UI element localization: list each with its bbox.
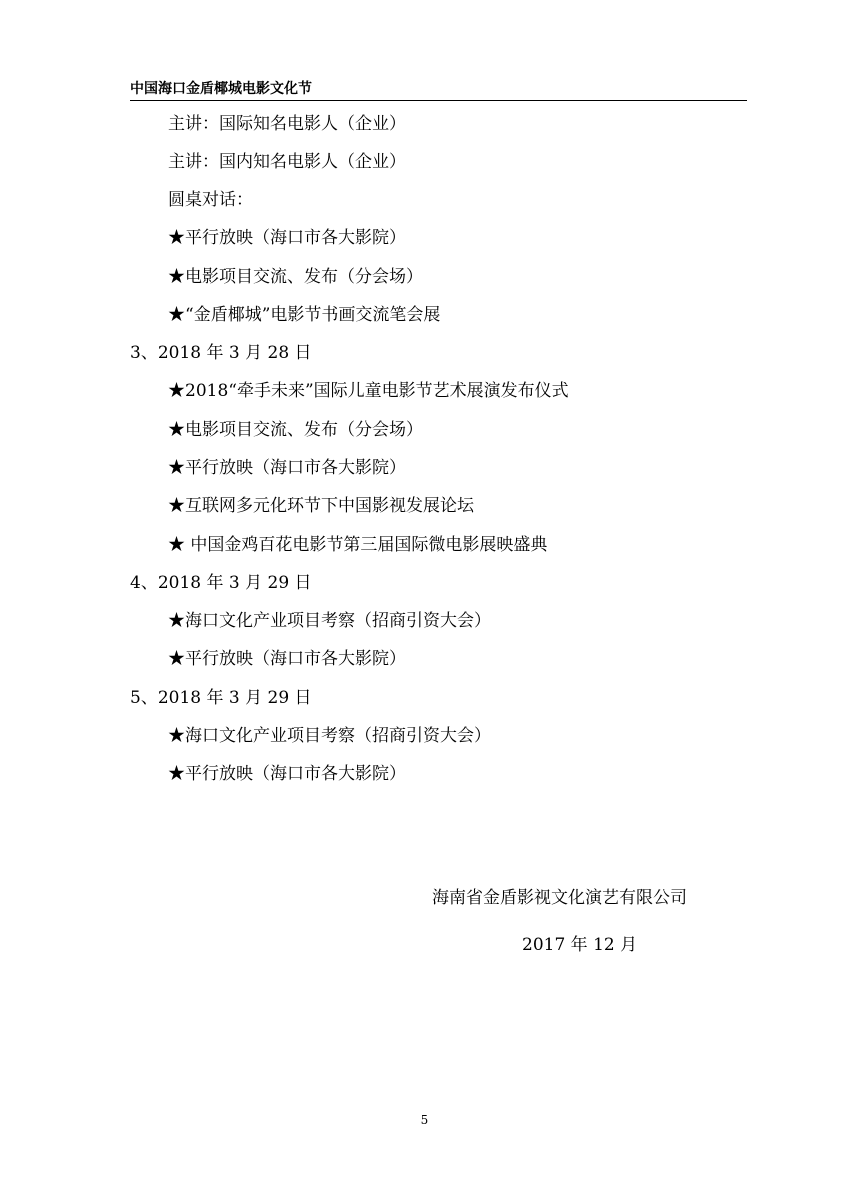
page-number: 5 bbox=[420, 1113, 429, 1127]
list-item: ★平行放映（海口市各大影院） bbox=[168, 228, 406, 248]
list-item: ★电影项目交流、发布（分会场） bbox=[168, 267, 423, 287]
signature-date: 2017 年 12 月 bbox=[522, 935, 638, 955]
section-date: 4、2018 年 3 月 29 日 bbox=[130, 573, 312, 593]
section-date: 3、2018 年 3 月 28 日 bbox=[130, 343, 312, 363]
list-item: ★平行放映（海口市各大影院） bbox=[168, 458, 406, 478]
list-item: ★海口文化产业项目考察（招商引资大会） bbox=[168, 726, 491, 746]
list-item: ★海口文化产业项目考察（招商引资大会） bbox=[168, 611, 491, 631]
list-item: ★电影项目交流、发布（分会场） bbox=[168, 420, 423, 440]
list-item: ★互联网多元化环节下中国影视发展论坛 bbox=[168, 496, 474, 516]
list-item: ★2018“牵手未来”国际儿童电影节艺术展演发布仪式 bbox=[168, 381, 569, 401]
body-line: 主讲：国际知名电影人（企业） bbox=[168, 114, 406, 134]
header-rule bbox=[130, 100, 747, 101]
list-item: ★平行放映（海口市各大影院） bbox=[168, 649, 406, 669]
header-title: 中国海口金盾椰城电影文化节 bbox=[130, 81, 312, 97]
body-line: 主讲：国内知名电影人（企业） bbox=[168, 152, 406, 172]
signature-company: 海南省金盾影视文化演艺有限公司 bbox=[432, 888, 687, 908]
list-item: ★ 中国金鸡百花电影节第三届国际微电影展映盛典 bbox=[168, 535, 548, 555]
list-item: ★平行放映（海口市各大影院） bbox=[168, 764, 406, 784]
page-header bbox=[130, 80, 747, 102]
section-date: 5、2018 年 3 月 29 日 bbox=[130, 688, 312, 708]
body-line: 圆桌对话： bbox=[168, 190, 253, 210]
list-item: ★“金盾椰城”电影节书画交流笔会展 bbox=[168, 305, 441, 325]
